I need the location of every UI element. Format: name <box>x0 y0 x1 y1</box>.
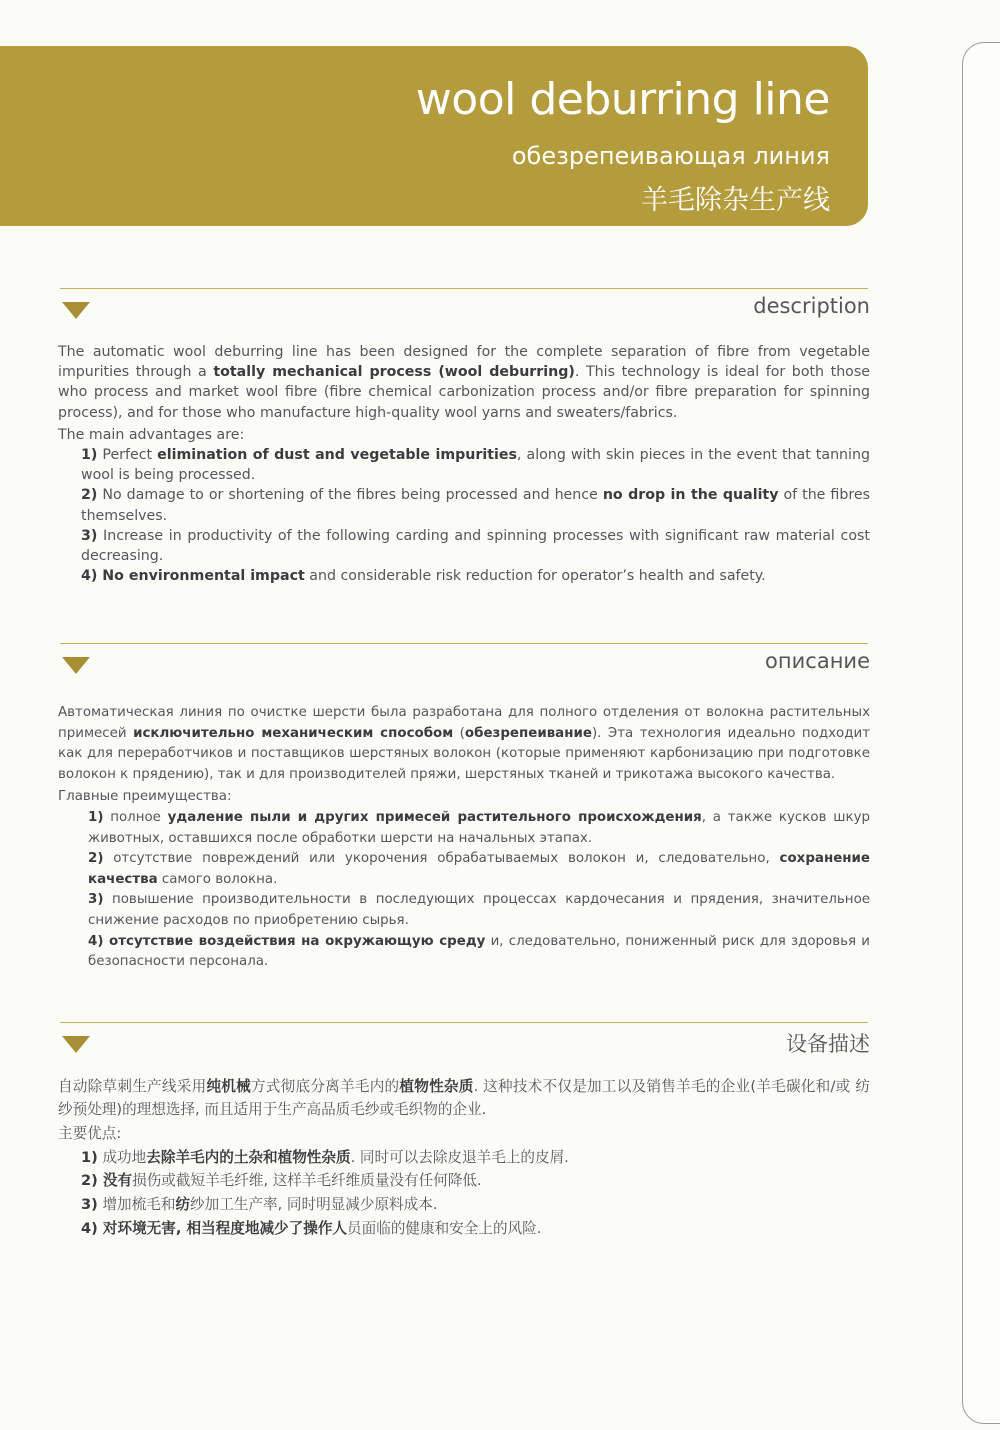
text-run: самого волокна. <box>157 871 278 887</box>
section-divider <box>60 643 868 644</box>
advantage-item <box>81 485 870 525</box>
bold-text: 3) <box>81 527 98 544</box>
text-run: of the fibres themselves. <box>81 487 870 524</box>
title-banner <box>0 46 868 226</box>
advantage-item <box>88 890 870 931</box>
text-run: Increase in productivity of the following carding and spinning processes with significant raw material cost decreasing. <box>81 527 870 565</box>
text-run: 自动除草刺生产线采用 <box>58 1078 207 1095</box>
text-run: повышение производительности в последующих процессах кардочесания и прядения, значительное снижение расходов по приобретению сырья. <box>88 892 870 928</box>
text-run: ( <box>453 725 465 741</box>
page-title-russian: обезрепеивающая линия <box>511 142 830 170</box>
bold-text: 2) <box>81 487 98 504</box>
text-run: 损伤或截短羊毛纤维, 这样羊毛纤维质量没有任何降低. <box>132 1172 482 1190</box>
bold-text: 4) отсутствие воздействия на окружающую среду <box>88 933 486 949</box>
section-body <box>58 1076 870 1240</box>
bold-text: 纺 <box>175 1195 191 1213</box>
bold-text: 去除羊毛内的土杂和植物性杂质 <box>146 1148 351 1166</box>
text-run: . 同时可以去除皮退羊毛上的皮屑. <box>350 1148 569 1166</box>
triangle-down-icon <box>62 657 90 674</box>
text-run: и, следовательно, пониженный риск для здоровья и безопасности персонала. <box>88 933 870 970</box>
section-heading: description <box>753 294 870 318</box>
bold-text: 1) <box>81 447 98 464</box>
section-divider <box>60 1022 868 1023</box>
bold-text: 4) 对环境无害, 相当程度地减少了操作人 <box>81 1219 348 1237</box>
advantage-item <box>81 526 870 566</box>
text-run: 增加梳毛和 <box>97 1195 176 1213</box>
text-run: отсутствие повреждений или укорочения обрабатываемых волокон и, следовательно, <box>103 851 780 867</box>
text-run: . This technology is ideal for both those who process and market wool fibre (fibre chemical carbonization process and/or fibre preparation for spinning process), and for those who manufacture high-quality wool yarns and sweaters/fabrics. <box>58 364 870 421</box>
page-title: wool deburring line <box>415 74 830 125</box>
advantages-heading: Главные преимущества: <box>58 789 232 805</box>
bold-text: 4) No environmental impact <box>81 568 305 585</box>
text-run: 方式彻底分离羊毛内的 <box>250 1078 400 1095</box>
text-run: , along with skin pieces in the event that tanning wool is being processed. <box>81 447 870 484</box>
bold-text: 2) <box>88 851 104 867</box>
bold-text: 植物性杂质 <box>399 1078 474 1095</box>
bold-text: 纯机械 <box>206 1078 251 1095</box>
advantage-item <box>81 566 870 586</box>
bold-text: 3) <box>81 1195 98 1213</box>
page-edge-tab <box>962 42 1000 1424</box>
bold-text: исключительно механическим способом <box>133 725 454 741</box>
advantages-list <box>58 1147 870 1240</box>
text-run: 成功地 <box>97 1148 147 1166</box>
intro-paragraph <box>58 703 870 785</box>
advantage-item <box>81 1147 870 1170</box>
bold-text: сохранение качества <box>88 851 870 887</box>
bold-text: totally mechanical process (wool deburring) <box>213 364 575 381</box>
advantage-item <box>88 932 870 973</box>
text-run: The automatic wool deburring line has been designed for the complete separation of fibre from vegetable impurities through a <box>58 344 870 381</box>
advantages-list <box>58 445 870 586</box>
advantages-heading: The main advantages are: <box>58 426 245 443</box>
advantages-list <box>58 808 870 973</box>
bold-text: 1) <box>81 1148 98 1166</box>
text-run: 纱加工生产率, 同时明显减少原料成本. <box>190 1195 438 1213</box>
text-run: полное <box>103 809 168 825</box>
page-title-chinese: 羊毛除杂生产线 <box>641 185 830 216</box>
bold-text: удаление пыли и других примесей растительного происхождения <box>167 809 702 825</box>
text-run: 员面临的健康和安全上的风险. <box>347 1219 542 1237</box>
advantage-item <box>88 849 870 890</box>
bold-text: 2) 没有 <box>81 1172 133 1190</box>
text-run: Perfect <box>97 447 158 464</box>
text-run: ). Эта технология идеально подходит как для переработчиков и поставщиков шерстяных волокон (которые применяют карбонизацию при подготовке волокон к прядению), так и для производителей пряжи, шерстяных тканей и трикотажа высокого качества. <box>58 725 871 782</box>
intro-paragraph <box>58 342 870 423</box>
triangle-down-icon <box>62 1036 90 1053</box>
advantages-heading: 主要优点: <box>58 1125 122 1143</box>
section-body <box>58 342 870 586</box>
section-heading: описание <box>765 649 870 673</box>
section-heading: 设备描述 <box>786 1032 870 1056</box>
section-divider <box>60 288 868 289</box>
advantage-item <box>81 1194 870 1217</box>
triangle-down-icon <box>62 302 90 319</box>
text-run: No damage to or shortening of the fibres being processed and hence <box>97 487 603 504</box>
bold-text: no drop in the quality <box>602 487 779 504</box>
advantage-item <box>81 1218 870 1241</box>
advantage-item <box>81 1170 870 1193</box>
bold-text: elimination of dust and vegetable impurities <box>157 447 517 464</box>
intro-paragraph <box>58 1076 870 1121</box>
section-body <box>58 703 870 973</box>
advantage-item <box>81 445 870 485</box>
text-run: Автоматическая линия по очистке шерсти была разработана для полного отделения от волокна растительных примесей <box>58 705 870 741</box>
advantage-item <box>88 808 870 849</box>
text-run: and considerable risk reduction for operator’s health and safety. <box>304 568 766 585</box>
bold-text: 1) <box>88 809 104 825</box>
bold-text: 3) <box>88 892 104 908</box>
text-run: , а также кусков шкур животных, оставшихся после обработки шерсти на начальных этапах. <box>88 809 870 846</box>
text-run: . 这种技术不仅是加工以及销售羊毛的企业(羊毛碳化和/或 纺纱预处理)的理想选择, 而且适用于生产高品质毛纱或毛织物的企业. <box>58 1078 870 1118</box>
bold-text: обезрепеивание <box>464 725 592 741</box>
